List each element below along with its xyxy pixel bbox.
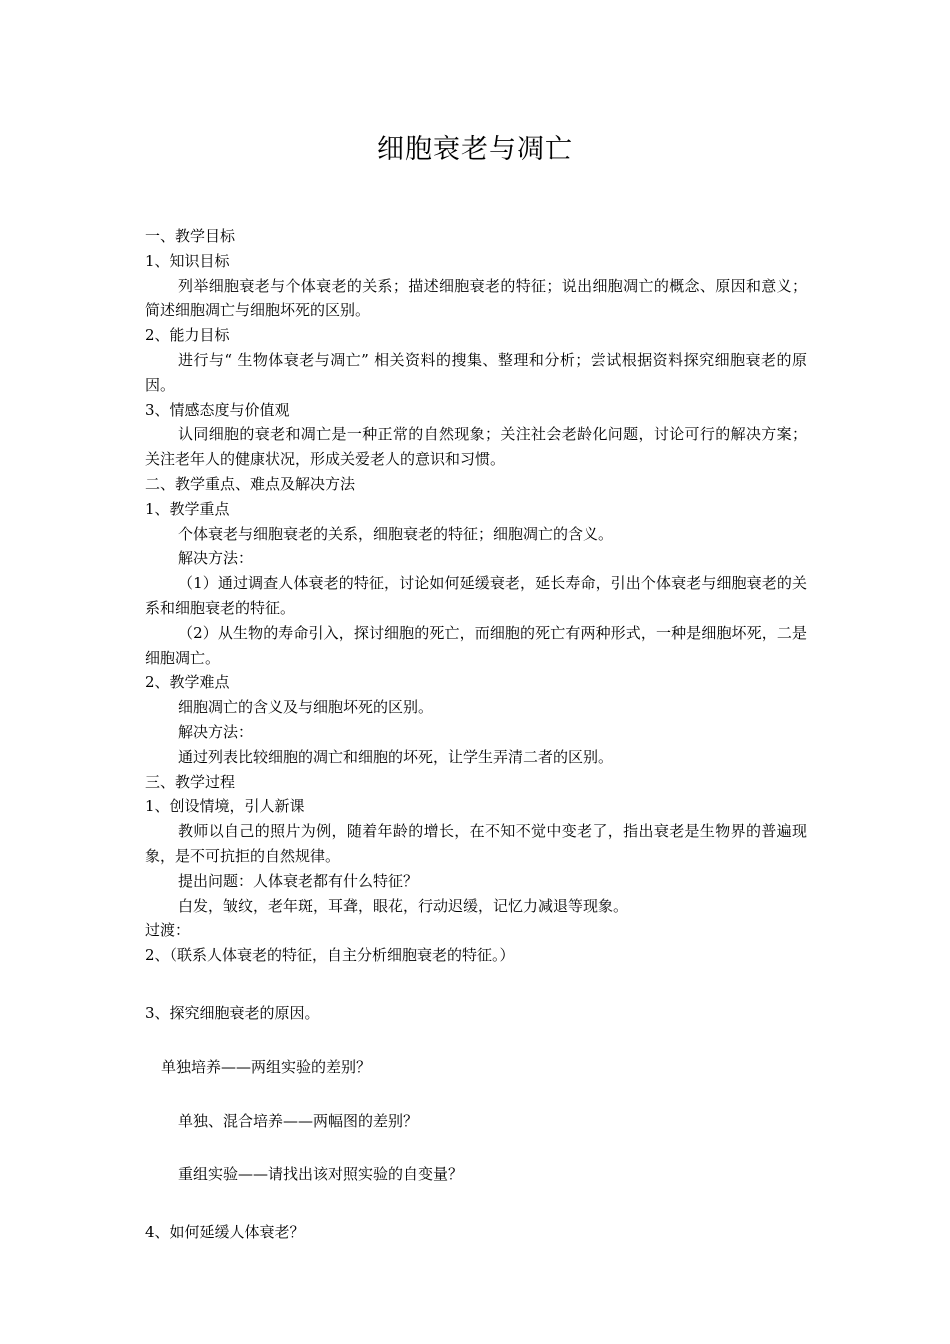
paragraph: 单独、混合培养——两幅图的差别？: [178, 1111, 419, 1130]
paragraph: 4、如何延缓人体衰老？: [145, 1223, 305, 1242]
paragraph: 解决方法：: [178, 722, 254, 741]
subsection-heading: 2、教学难点: [145, 673, 230, 692]
paragraph: （2）从生物的寿命引入，探讨细胞的死亡，而细胞的死亡有两种形式，一种是细胞坏死，二是细胞凋亡。: [145, 623, 807, 667]
paragraph: （1）通过调查人体衰老的特征，讨论如何延缓衰老，延长寿命，引出个体衰老与细胞衰老的关系和细胞衰老的特征。: [145, 574, 807, 617]
paragraph: 教师以自己的照片为例，随着年龄的增长，在不知不觉中变老了，指出衰老是生物界的普遍现象，是不可抗拒的自然规律。: [145, 822, 807, 865]
paragraph: 2、（联系人体衰老的特征，自主分析细胞衰老的特征。）: [145, 946, 515, 965]
paragraph: 细胞凋亡的含义及与细胞坏死的区别。: [178, 698, 434, 717]
subsection-heading: 3、情感态度与价值观: [145, 400, 290, 419]
paragraph: 单独培养——两组实验的差别？: [161, 1057, 372, 1076]
section-heading: 三、教学过程: [145, 772, 236, 791]
paragraph: 白发，皱纹，老年斑，耳聋，眼花，行动迟缓，记忆力减退等现象。: [178, 896, 629, 915]
paragraph: 通过列表比较细胞的凋亡和细胞的坏死，让学生弄清二者的区别。: [178, 747, 614, 766]
document-title: 细胞衰老与凋亡: [377, 134, 573, 165]
paragraph: 过渡：: [145, 921, 191, 940]
paragraph: 进行与“ 生物体衰老与凋亡” 相关资料的搜集、整理和分析；尝试根据资料探究细胞衰老的原因。: [145, 350, 807, 394]
paragraph: 3、探究细胞衰老的原因。: [145, 1003, 320, 1022]
paragraph: 个体衰老与细胞衰老的关系，细胞衰老的特征；细胞凋亡的含义。: [178, 524, 614, 543]
subsection-heading: 1、创设情境，引人新课: [145, 797, 305, 816]
section-heading: 二、教学重点、难点及解决方法: [145, 474, 356, 493]
paragraph: 解决方法：: [178, 549, 254, 568]
paragraph: 列举细胞衰老与个体衰老的关系；描述细胞衰老的特征；说出细胞凋亡的概念、原因和意义；简述细胞凋亡与细胞坏死的区别。: [145, 276, 807, 320]
paragraph: 提出问题：人体衰老都有什么特征？: [178, 871, 419, 890]
paragraph: 重组实验——请找出该对照实验的自变量？: [178, 1165, 464, 1184]
subsection-heading: 1、知识目标: [145, 251, 230, 270]
paragraph: 认同细胞的衰老和凋亡是一种正常的自然现象；关注社会老龄化问题，讨论可行的解决方案；关注老年人的健康状况，形成关爱老人的意识和习惯。: [145, 425, 807, 469]
subsection-heading: 1、教学重点: [145, 499, 230, 518]
document-body: [145, 224, 807, 1245]
section-heading: 一、教学目标: [145, 227, 236, 245]
subsection-heading: 2、能力目标: [145, 326, 230, 345]
